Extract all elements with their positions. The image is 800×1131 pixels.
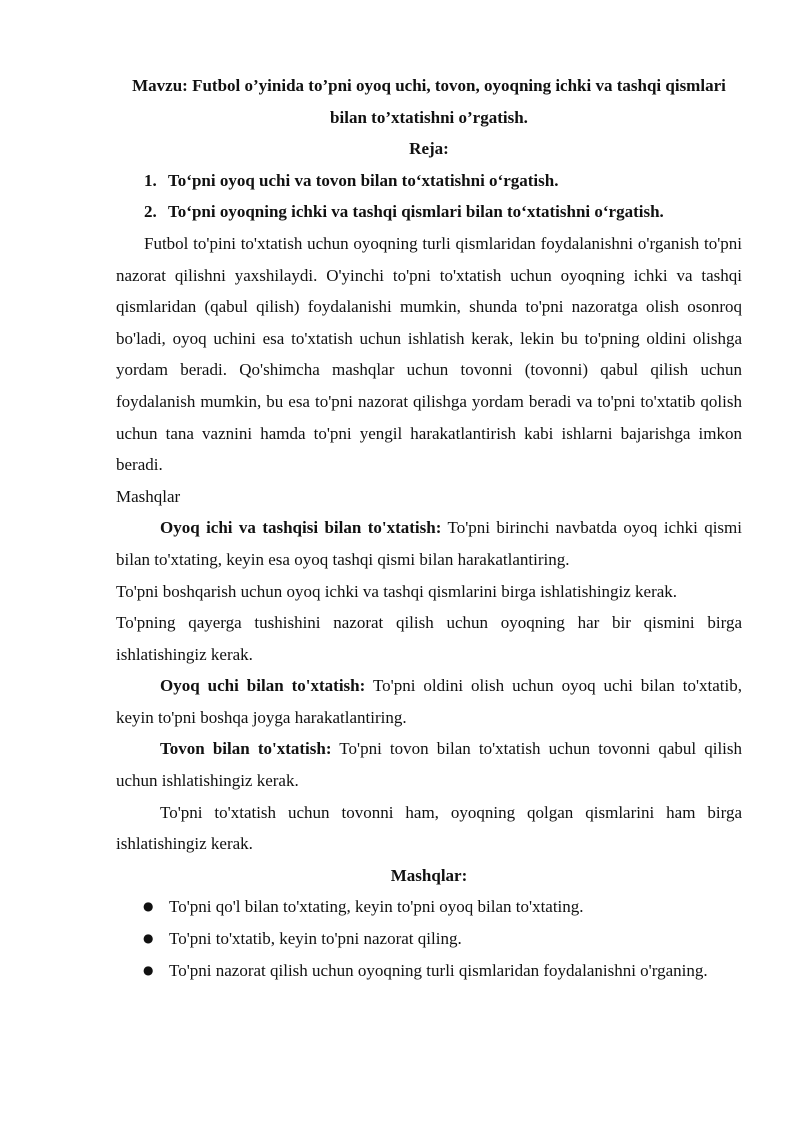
plan-item-text: To‘pni oyoq uchi va tovon bilan to‘xtatishni o‘rgatish. [168, 170, 559, 190]
plan-list [116, 165, 742, 228]
intro-paragraph: Futbol to'pini to'xtatish uchun oyoqning turli qismlaridan foydalanishni o'rganish to'pni nazorat qilishni yaxshilaydi. O'yinchi to'pni to'xtatish uchun oyoqning ichki va tashqi qismlaridan (qabul qilish) foydalanishi mumkin, shunda to'pni nazoratga olish osonroq bo'ladi, oyoq uchini esa to'xtatish uchun ishlatish kerak, lekin bu to'pning oldini olishga yordam beradi. Qo'shimcha mashqlar uchun tovonni (tovonni) qabul qilish uchun foydalanish mumkin, bu esa to'pni nazorat qilishga yordam beradi va to'pni to'xtatib qolish uchun tana vaznini hamda to'pni yengil harakatlantirish kabi ishlarni bajarishga imkon beradi. [116, 233, 742, 475]
document-title: Mavzu: Futbol o’yinida to’pni oyoq uchi, tovon, oyoqning ichki va tashqi qismlari bilan to’xtatishni o’rgatish. [132, 76, 726, 127]
bullet-icon: ● [143, 899, 154, 914]
technique-text: To'pni birinchi navbatda oyoq ichki qismi bilan to'xtating, keyin esa oyoq tashqi qismi bilan harakatlantiring. [116, 518, 742, 569]
plan-heading: Reja: [409, 139, 449, 159]
closing-paragraph: To'pni to'xtatish uchun tovonni ham, oyoqning qolgan qismlarini ham birga ishlatishingiz kerak. [116, 802, 742, 854]
technique-term: Oyoq uchi bilan to'xtatish: [160, 676, 366, 696]
list-item-text: To'pni qo'l bilan to'xtating, keyin to'pni oyoq bilan to'xtating. [169, 897, 584, 917]
list-item [143, 891, 742, 923]
mashqlar-label: Mashqlar [116, 486, 181, 506]
plan-item-text: To‘pni oyoqning ichki va tashqi qismlari bilan to‘xtatishni o‘rgatish. [168, 202, 664, 222]
paragraph-line: To'pni boshqarish uchun oyoq ichki va tashqi qismlarini birga ishlatishingiz kerak. [116, 581, 678, 601]
technique-term: Oyoq ichi va tashqisi bilan to'xtatish: [160, 518, 442, 538]
paragraph-line: To'pning qayerga tushishini nazorat qilish uchun oyoqning har bir qismini birga ishlatishingiz kerak. [116, 613, 742, 664]
exercises-heading: Mashqlar: [390, 865, 468, 885]
plan-item [144, 165, 742, 197]
technique-inside-outside [116, 512, 742, 575]
list-item-text: To'pni to'xtatib, keyin to'pni nazorat qiling. [169, 929, 462, 949]
technique-toe [116, 670, 742, 733]
bullet-icon: ● [143, 931, 154, 946]
plan-item-number: 2. [144, 202, 157, 222]
document-page [116, 70, 742, 986]
list-item-text: To'pni nazorat qilish uchun oyoqning turli qismlaridan foydalanishni o'rganing. [169, 960, 708, 980]
exercises-list [116, 891, 742, 986]
plan-item [144, 196, 742, 228]
list-item [143, 955, 742, 987]
technique-text: To'pni tovon bilan to'xtatish uchun tovonni qabul qilish uchun ishlatishingiz kerak. [116, 739, 743, 791]
technique-heel [116, 733, 742, 796]
technique-text: To'pni oldini olish uchun oyoq uchi bilan to'xtatib, keyin to'pni boshqa joyga harakatlantiring. [116, 676, 742, 727]
list-item [143, 923, 742, 955]
plan-item-number: 1. [144, 170, 157, 190]
bullet-icon: ● [143, 962, 154, 977]
technique-term: Tovon bilan to'xtatish: [160, 739, 332, 759]
